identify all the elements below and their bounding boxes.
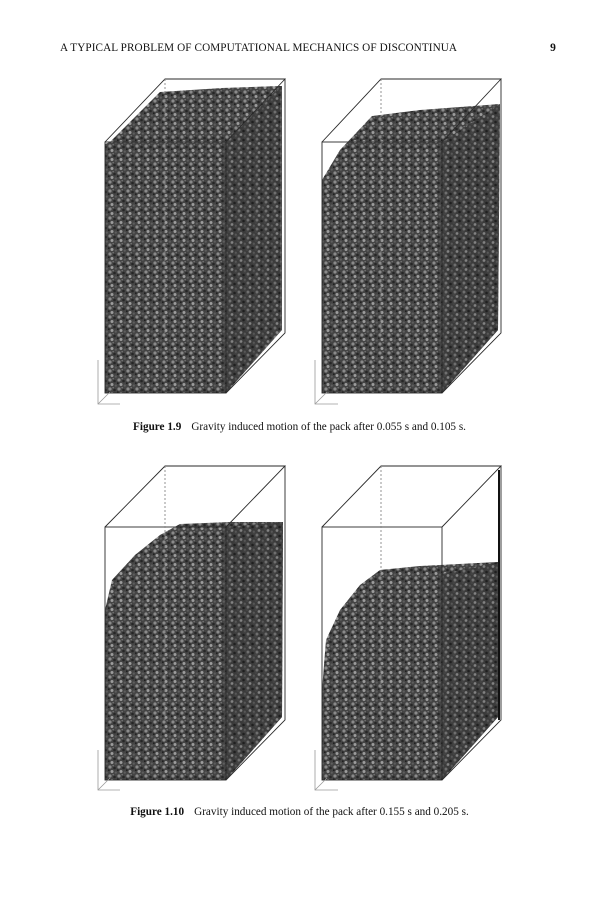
figure-1-10-panel-left — [98, 466, 285, 790]
figure-1-10-label: Figure 1.10 — [130, 806, 185, 818]
page-number: 9 — [550, 42, 556, 54]
figure-1-9-caption-text: Gravity induced motion of the pack after 0.055 s and 0.105 s. — [191, 421, 466, 433]
figure-1-9-panel-left — [98, 79, 285, 404]
figure-1-9-caption — [0, 421, 599, 433]
running-head-title: A TYPICAL PROBLEM OF COMPUTATIONAL MECHANICS OF DISCONTINUA — [60, 42, 458, 54]
figure-1-9-label: Figure 1.9 — [133, 421, 182, 433]
figure-1-9-panel-right — [315, 79, 501, 404]
figure-1-10-panel-right — [315, 466, 501, 790]
figure-1-10-caption-text: Gravity induced motion of the pack after 0.155 s and 0.205 s. — [194, 806, 469, 818]
figure-1-10-caption — [0, 806, 599, 818]
